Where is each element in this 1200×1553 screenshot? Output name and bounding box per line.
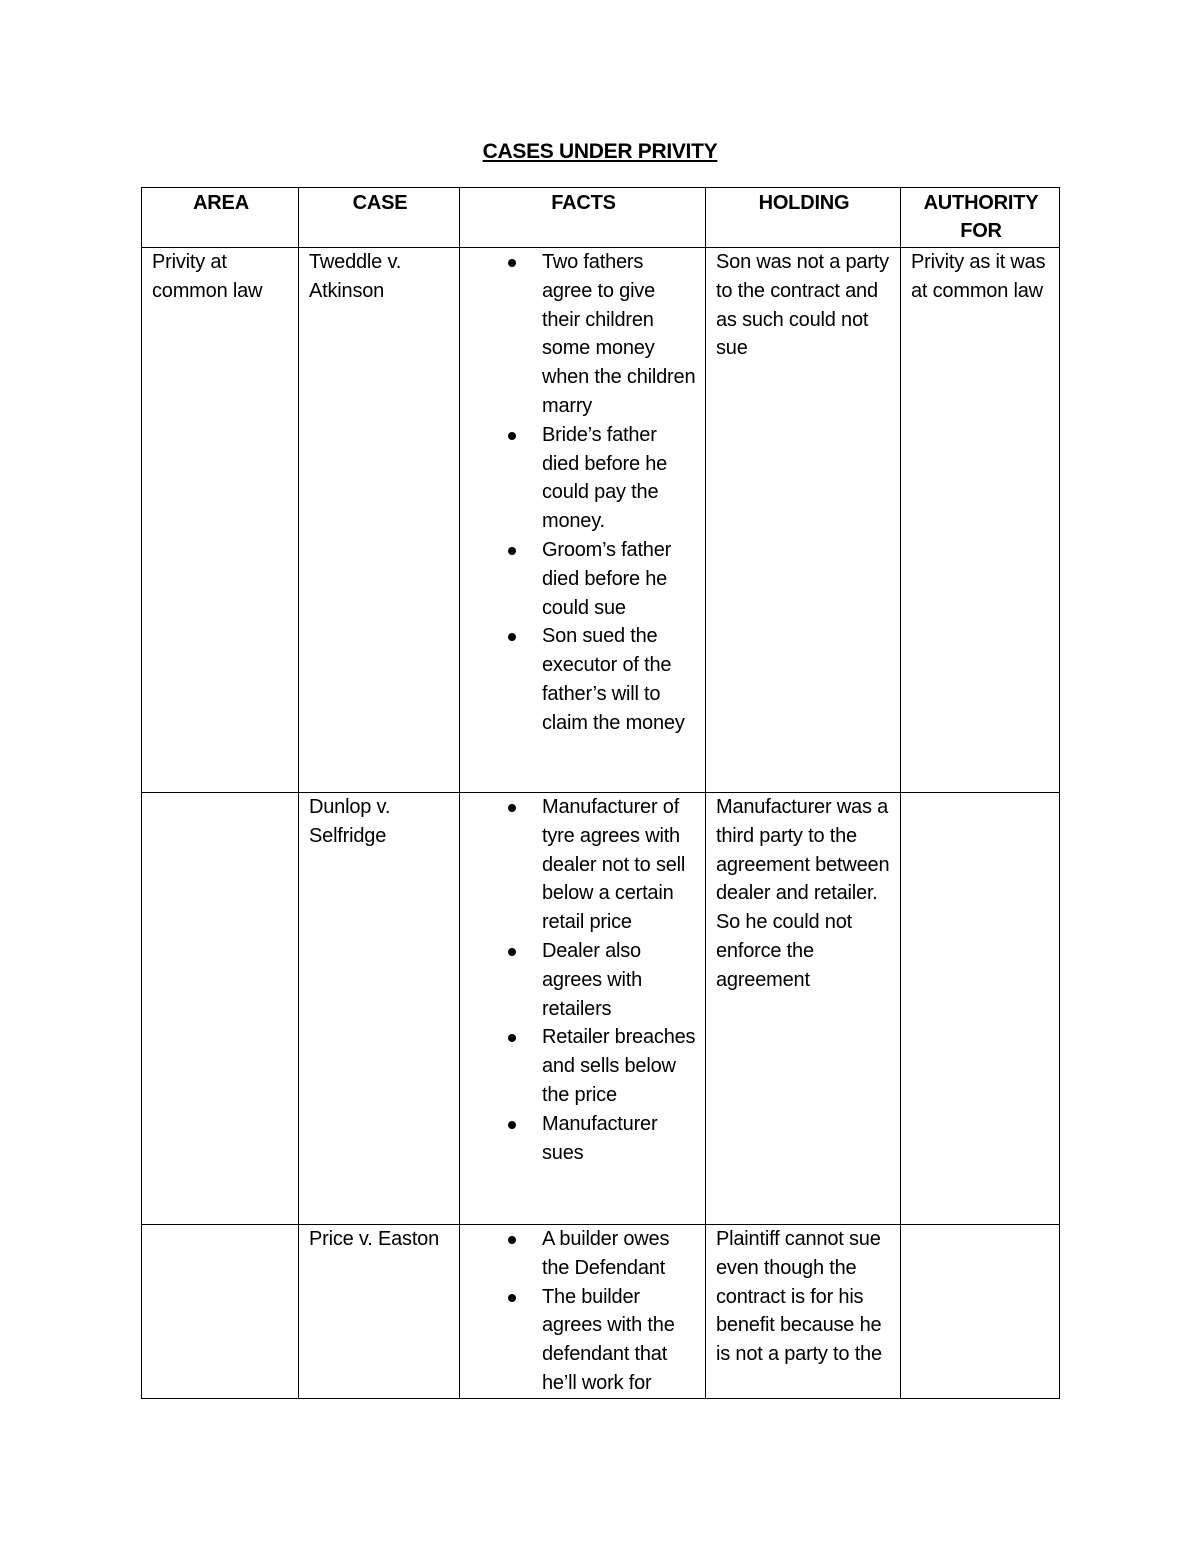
case-cell: Dunlop v. Selfridge [299, 793, 460, 1225]
header-area: AREA [142, 188, 299, 248]
table-row [142, 248, 1060, 793]
fact-item: Retailer breaches and sells below the price [470, 1023, 697, 1109]
holding-cell: Son was not a party to the contract and as such could not sue [706, 248, 901, 793]
table-row [142, 1225, 1060, 1399]
area-cell: Privity at common law [142, 248, 299, 793]
facts-cell [460, 1225, 706, 1399]
area-cell [142, 793, 299, 1225]
fact-item: Manufacturer sues [470, 1110, 697, 1168]
header-holding: HOLDING [706, 188, 901, 248]
authority-cell [901, 793, 1060, 1225]
fact-item: Two fathers agree to give their children some money when the children marry [470, 248, 697, 421]
fact-item: Son sued the executor of the father’s will to claim the money [470, 622, 697, 737]
header-authority: AUTHORITY FOR [901, 188, 1060, 248]
area-cell [142, 1225, 299, 1399]
document-title: CASES UNDER PRIVITY [482, 140, 718, 163]
fact-item: Manufacturer of tyre agrees with dealer not to sell below a certain retail price [470, 793, 697, 937]
holding-cell: Plaintiff cannot sue even though the contract is for his benefit because he is not a party to the [706, 1225, 901, 1399]
fact-item: The builder agrees with the defendant that he’ll work for [470, 1283, 697, 1398]
case-cell: Price v. Easton [299, 1225, 460, 1399]
facts-cell [460, 248, 706, 793]
fact-item: Groom’s father died before he could sue [470, 536, 697, 622]
facts-list [470, 248, 697, 738]
facts-cell [460, 793, 706, 1225]
facts-list [470, 1225, 697, 1398]
table-header-row [142, 188, 1060, 248]
fact-item: A builder owes the Defendant [470, 1225, 697, 1283]
facts-list [470, 793, 697, 1167]
authority-cell: Privity as it was at common law [901, 248, 1060, 793]
header-facts: FACTS [460, 188, 706, 248]
table-row [142, 793, 1060, 1225]
cases-table [141, 187, 1060, 1399]
holding-cell: Manufacturer was a third party to the agreement between dealer and retailer. So he could not enforce the agreement [706, 793, 901, 1225]
case-cell: Tweddle v. Atkinson [299, 248, 460, 793]
authority-cell [901, 1225, 1060, 1399]
fact-item: Bride’s father died before he could pay the money. [470, 421, 697, 536]
fact-item: Dealer also agrees with retailers [470, 937, 697, 1023]
header-case: CASE [299, 188, 460, 248]
